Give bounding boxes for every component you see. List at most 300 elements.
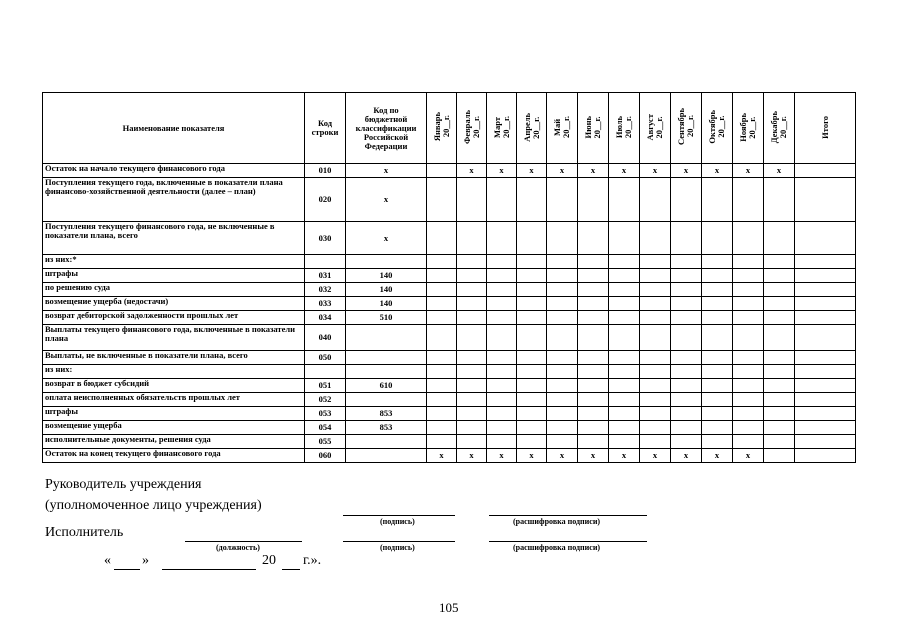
month-cell[interactable] <box>702 365 733 379</box>
month-cell[interactable] <box>427 164 457 178</box>
row-indicator: Остаток на конец текущего финансового года <box>43 449 305 463</box>
month-cell[interactable] <box>547 269 578 283</box>
month-cell[interactable] <box>609 311 640 325</box>
row-kbk <box>346 449 427 463</box>
month-cell[interactable] <box>547 178 578 222</box>
month-cell[interactable] <box>640 435 671 449</box>
month-cell[interactable] <box>733 255 764 269</box>
row-kbk <box>346 255 427 269</box>
month-cell[interactable] <box>733 311 764 325</box>
head-signature-caption: (подпись) <box>380 517 415 526</box>
total-cell[interactable] <box>795 269 856 283</box>
month-cell[interactable] <box>427 379 457 393</box>
month-cell[interactable] <box>702 178 733 222</box>
executor-position-line[interactable] <box>185 541 302 542</box>
month-cell[interactable] <box>517 269 547 283</box>
total-cell[interactable] <box>795 435 856 449</box>
month-cell[interactable] <box>764 407 795 421</box>
row-code: 055 <box>305 435 346 449</box>
table-row <box>43 325 856 351</box>
month-cell[interactable] <box>609 222 640 255</box>
row-code: 060 <box>305 449 346 463</box>
row-kbk <box>346 435 427 449</box>
month-cell[interactable] <box>517 365 547 379</box>
month-cell[interactable] <box>457 407 487 421</box>
month-cell[interactable] <box>609 421 640 435</box>
month-cell[interactable] <box>640 421 671 435</box>
month-cell[interactable] <box>733 178 764 222</box>
month-cell[interactable] <box>764 269 795 283</box>
month-cell[interactable]: x <box>578 164 609 178</box>
month-cell[interactable] <box>640 269 671 283</box>
total-cell[interactable] <box>795 222 856 255</box>
month-cell[interactable] <box>671 407 702 421</box>
month-cell[interactable]: x <box>640 164 671 178</box>
month-cell[interactable] <box>578 351 609 365</box>
row-code <box>305 365 346 379</box>
month-cell[interactable] <box>702 393 733 407</box>
month-cell[interactable] <box>487 365 517 379</box>
month-cell[interactable] <box>609 435 640 449</box>
total-cell[interactable] <box>795 351 856 365</box>
month-cell[interactable] <box>457 351 487 365</box>
month-cell[interactable]: x <box>733 164 764 178</box>
month-cell[interactable] <box>578 269 609 283</box>
total-cell[interactable] <box>795 297 856 311</box>
month-cell[interactable] <box>427 351 457 365</box>
month-cell[interactable] <box>427 435 457 449</box>
month-cell[interactable] <box>517 379 547 393</box>
month-cell[interactable] <box>609 269 640 283</box>
row-code: 020 <box>305 178 346 222</box>
header-row <box>43 93 856 164</box>
month-cell[interactable] <box>671 297 702 311</box>
month-cell[interactable] <box>517 421 547 435</box>
row-indicator: из них:* <box>43 255 305 269</box>
row-kbk: 140 <box>346 283 427 297</box>
month-cell[interactable] <box>487 393 517 407</box>
month-cell[interactable] <box>671 365 702 379</box>
date-month-line[interactable] <box>162 569 256 570</box>
month-cell[interactable] <box>427 255 457 269</box>
head-decoding-line[interactable] <box>489 515 647 516</box>
month-cell[interactable]: x <box>671 449 702 463</box>
month-cell[interactable] <box>671 435 702 449</box>
month-cell[interactable] <box>733 297 764 311</box>
month-cell[interactable] <box>427 393 457 407</box>
row-kbk: 140 <box>346 269 427 283</box>
row-indicator: штрафы <box>43 407 305 421</box>
table-row <box>43 351 856 365</box>
month-cell[interactable] <box>547 283 578 297</box>
row-indicator: возмещение ущерба (недостачи) <box>43 297 305 311</box>
month-cell[interactable] <box>517 222 547 255</box>
row-indicator: Выплаты, не включенные в показатели плана, всего <box>43 351 305 365</box>
row-indicator: из них: <box>43 365 305 379</box>
month-cell[interactable] <box>609 379 640 393</box>
month-cell[interactable] <box>702 269 733 283</box>
month-cell[interactable]: x <box>609 449 640 463</box>
month-cell[interactable]: x <box>609 164 640 178</box>
row-kbk: 610 <box>346 379 427 393</box>
date-year-line[interactable] <box>282 569 300 570</box>
month-cell[interactable] <box>487 297 517 311</box>
month-cell[interactable] <box>457 393 487 407</box>
month-cell[interactable] <box>457 379 487 393</box>
month-cell[interactable] <box>609 255 640 269</box>
month-cell[interactable] <box>487 435 517 449</box>
header-month-8: Август 20__г. <box>640 93 671 164</box>
table-row <box>43 255 856 269</box>
row-code: 053 <box>305 407 346 421</box>
executor-title: Исполнитель <box>45 525 124 540</box>
month-cell[interactable]: x <box>764 164 795 178</box>
row-code: 010 <box>305 164 346 178</box>
total-cell[interactable] <box>795 325 856 351</box>
row-kbk <box>346 325 427 351</box>
month-cell[interactable] <box>671 325 702 351</box>
total-cell[interactable] <box>795 311 856 325</box>
month-cell[interactable] <box>427 421 457 435</box>
month-cell[interactable] <box>487 269 517 283</box>
head-title: Руководитель учреждения <box>45 477 202 492</box>
month-cell[interactable] <box>702 435 733 449</box>
month-cell[interactable] <box>457 311 487 325</box>
month-cell[interactable] <box>487 178 517 222</box>
month-cell[interactable]: x <box>702 164 733 178</box>
month-cell[interactable] <box>764 178 795 222</box>
month-cell[interactable] <box>671 351 702 365</box>
total-cell[interactable] <box>795 393 856 407</box>
month-cell[interactable] <box>609 283 640 297</box>
month-cell[interactable] <box>517 435 547 449</box>
month-cell[interactable] <box>702 407 733 421</box>
month-cell[interactable] <box>578 255 609 269</box>
header-month-2: Февраль 20__г. <box>457 93 487 164</box>
month-cell[interactable] <box>547 365 578 379</box>
month-cell[interactable] <box>640 365 671 379</box>
total-cell[interactable] <box>795 164 856 178</box>
executor-decoding-caption: (расшифровка подписи) <box>513 543 601 552</box>
month-cell[interactable] <box>702 297 733 311</box>
month-cell[interactable] <box>609 407 640 421</box>
head-subtitle: (уполномоченное лицо учреждения) <box>45 498 262 513</box>
month-cell[interactable] <box>733 325 764 351</box>
month-cell[interactable] <box>640 283 671 297</box>
row-indicator: Поступления текущего финансового года, не включенные в показатели плана, всего <box>43 222 305 255</box>
table-row <box>43 449 856 463</box>
month-cell[interactable] <box>702 311 733 325</box>
row-indicator: исполнительные документы, решения суда <box>43 435 305 449</box>
month-cell[interactable] <box>640 311 671 325</box>
month-cell[interactable] <box>457 435 487 449</box>
month-cell[interactable] <box>547 325 578 351</box>
month-cell[interactable] <box>547 222 578 255</box>
month-cell[interactable] <box>640 222 671 255</box>
month-cell[interactable]: x <box>457 164 487 178</box>
month-cell[interactable] <box>733 407 764 421</box>
month-cell[interactable] <box>427 178 457 222</box>
table-row <box>43 311 856 325</box>
executor-decoding-line[interactable] <box>489 541 647 542</box>
month-cell[interactable] <box>702 325 733 351</box>
header-month-3: Март 20__г. <box>487 93 517 164</box>
month-cell[interactable] <box>547 379 578 393</box>
month-cell[interactable] <box>487 379 517 393</box>
month-cell[interactable] <box>578 435 609 449</box>
month-cell[interactable] <box>457 325 487 351</box>
month-cell[interactable] <box>640 379 671 393</box>
month-cell[interactable] <box>547 393 578 407</box>
month-cell[interactable] <box>457 421 487 435</box>
month-cell[interactable] <box>517 255 547 269</box>
month-cell[interactable] <box>671 269 702 283</box>
month-cell[interactable] <box>517 283 547 297</box>
month-cell[interactable] <box>702 379 733 393</box>
month-cell[interactable] <box>487 255 517 269</box>
month-cell[interactable] <box>547 255 578 269</box>
month-cell[interactable] <box>457 222 487 255</box>
month-cell[interactable] <box>764 449 795 463</box>
month-cell[interactable]: x <box>671 164 702 178</box>
table-row <box>43 297 856 311</box>
month-cell[interactable] <box>487 421 517 435</box>
header-indicator: Наименование показателя <box>43 93 305 164</box>
month-cell[interactable] <box>702 255 733 269</box>
total-cell[interactable] <box>795 421 856 435</box>
month-cell[interactable] <box>640 393 671 407</box>
executor-signature-caption: (подпись) <box>380 543 415 552</box>
month-cell[interactable] <box>609 297 640 311</box>
month-cell[interactable] <box>427 222 457 255</box>
month-cell[interactable]: x <box>578 449 609 463</box>
row-kbk: x <box>346 164 427 178</box>
head-signature-line[interactable] <box>343 515 455 516</box>
month-cell[interactable] <box>733 379 764 393</box>
table-row <box>43 164 856 178</box>
month-cell[interactable] <box>578 283 609 297</box>
month-cell[interactable] <box>764 325 795 351</box>
total-cell[interactable] <box>795 407 856 421</box>
total-cell[interactable] <box>795 255 856 269</box>
month-cell[interactable] <box>609 365 640 379</box>
month-cell[interactable] <box>427 283 457 297</box>
total-cell[interactable] <box>795 379 856 393</box>
month-cell[interactable] <box>457 269 487 283</box>
row-code: 033 <box>305 297 346 311</box>
month-cell[interactable] <box>517 178 547 222</box>
month-cell[interactable] <box>671 178 702 222</box>
month-cell[interactable] <box>640 297 671 311</box>
month-cell[interactable]: x <box>547 164 578 178</box>
row-indicator: возврат в бюджет субсидий <box>43 379 305 393</box>
row-code: 050 <box>305 351 346 365</box>
month-cell[interactable] <box>547 297 578 311</box>
month-cell[interactable] <box>702 421 733 435</box>
month-cell[interactable] <box>702 222 733 255</box>
month-cell[interactable] <box>427 407 457 421</box>
month-cell[interactable] <box>733 421 764 435</box>
month-cell[interactable] <box>640 325 671 351</box>
month-cell[interactable] <box>733 222 764 255</box>
month-cell[interactable]: x <box>517 164 547 178</box>
month-cell[interactable] <box>427 365 457 379</box>
month-cell[interactable] <box>578 379 609 393</box>
month-cell[interactable] <box>427 269 457 283</box>
month-cell[interactable] <box>702 351 733 365</box>
month-cell[interactable] <box>764 379 795 393</box>
month-cell[interactable] <box>517 393 547 407</box>
row-code: 040 <box>305 325 346 351</box>
month-cell[interactable] <box>733 435 764 449</box>
month-cell[interactable] <box>764 311 795 325</box>
month-cell[interactable] <box>547 311 578 325</box>
month-cell[interactable] <box>733 351 764 365</box>
month-cell[interactable] <box>457 297 487 311</box>
month-cell[interactable] <box>427 311 457 325</box>
month-cell[interactable] <box>547 407 578 421</box>
month-cell[interactable] <box>578 222 609 255</box>
row-code: 030 <box>305 222 346 255</box>
table-row <box>43 407 856 421</box>
month-cell[interactable] <box>487 407 517 421</box>
month-cell[interactable] <box>671 283 702 297</box>
row-indicator: штрафы <box>43 269 305 283</box>
month-cell[interactable]: x <box>547 449 578 463</box>
month-cell[interactable] <box>609 351 640 365</box>
month-cell[interactable] <box>578 178 609 222</box>
row-indicator: возврат дебиторской задолженности прошлых лет <box>43 311 305 325</box>
row-indicator: возмещение ущерба <box>43 421 305 435</box>
month-cell[interactable] <box>487 222 517 255</box>
row-kbk: 853 <box>346 421 427 435</box>
month-cell[interactable]: x <box>702 449 733 463</box>
month-cell[interactable] <box>733 283 764 297</box>
month-cell[interactable] <box>671 311 702 325</box>
month-cell[interactable] <box>671 255 702 269</box>
month-cell[interactable] <box>640 407 671 421</box>
month-cell[interactable] <box>578 311 609 325</box>
month-cell[interactable] <box>764 351 795 365</box>
month-cell[interactable] <box>609 178 640 222</box>
month-cell[interactable] <box>487 325 517 351</box>
month-cell[interactable] <box>578 297 609 311</box>
month-cell[interactable] <box>764 297 795 311</box>
row-kbk <box>346 351 427 365</box>
month-cell[interactable]: x <box>517 449 547 463</box>
month-cell[interactable] <box>640 178 671 222</box>
month-cell[interactable] <box>764 365 795 379</box>
header-month-6: Июнь 20__г. <box>578 93 609 164</box>
row-kbk: 853 <box>346 407 427 421</box>
row-code: 051 <box>305 379 346 393</box>
month-cell[interactable] <box>671 421 702 435</box>
month-cell[interactable]: x <box>640 449 671 463</box>
month-cell[interactable] <box>457 255 487 269</box>
month-cell[interactable] <box>764 421 795 435</box>
month-cell[interactable] <box>578 407 609 421</box>
header-code: Код строки <box>305 93 346 164</box>
month-cell[interactable] <box>764 283 795 297</box>
month-cell[interactable] <box>517 407 547 421</box>
row-kbk: x <box>346 178 427 222</box>
month-cell[interactable] <box>457 365 487 379</box>
month-cell[interactable] <box>609 393 640 407</box>
header-month-5: Май 20__г. <box>547 93 578 164</box>
month-cell[interactable] <box>517 325 547 351</box>
month-cell[interactable] <box>578 421 609 435</box>
row-indicator: Поступления текущего года, включенные в показатели плана финансово-хозяйственной деятельности (далее – план) <box>43 178 305 222</box>
month-cell[interactable]: x <box>733 449 764 463</box>
total-cell[interactable] <box>795 283 856 297</box>
month-cell[interactable] <box>487 283 517 297</box>
date-open-quote: « <box>104 553 111 568</box>
executor-signature-line[interactable] <box>343 541 455 542</box>
table-row <box>43 222 856 255</box>
row-kbk: x <box>346 222 427 255</box>
month-cell[interactable] <box>457 178 487 222</box>
month-cell[interactable] <box>517 351 547 365</box>
month-cell[interactable] <box>487 351 517 365</box>
report-table <box>42 92 856 463</box>
month-cell[interactable]: x <box>427 449 457 463</box>
month-cell[interactable] <box>547 351 578 365</box>
header-total: Итого <box>795 93 856 164</box>
row-indicator: по решению суда <box>43 283 305 297</box>
month-cell[interactable] <box>764 222 795 255</box>
month-cell[interactable] <box>640 351 671 365</box>
month-cell[interactable] <box>671 222 702 255</box>
month-cell[interactable] <box>457 283 487 297</box>
month-cell[interactable] <box>578 393 609 407</box>
month-cell[interactable]: x <box>487 449 517 463</box>
total-cell[interactable] <box>795 449 856 463</box>
header-month-1: Январь 20__г. <box>427 93 457 164</box>
header-month-11: Ноябрь 20__г. <box>733 93 764 164</box>
header-month-4: Апрель 20__г. <box>517 93 547 164</box>
row-indicator: Выплаты текущего финансового года, включенные в показатели плана <box>43 325 305 351</box>
total-cell[interactable] <box>795 178 856 222</box>
month-cell[interactable] <box>733 393 764 407</box>
month-cell[interactable] <box>547 421 578 435</box>
month-cell[interactable] <box>487 311 517 325</box>
month-cell[interactable] <box>733 269 764 283</box>
month-cell[interactable] <box>764 255 795 269</box>
row-code: 052 <box>305 393 346 407</box>
month-cell[interactable] <box>517 311 547 325</box>
month-cell[interactable] <box>578 365 609 379</box>
month-cell[interactable] <box>671 393 702 407</box>
table-row <box>43 421 856 435</box>
month-cell[interactable] <box>733 365 764 379</box>
month-cell[interactable] <box>640 255 671 269</box>
page-number: 105 <box>439 600 459 615</box>
month-cell[interactable]: x <box>487 164 517 178</box>
month-cell[interactable] <box>764 435 795 449</box>
month-cell[interactable] <box>671 379 702 393</box>
month-cell[interactable] <box>702 283 733 297</box>
month-cell[interactable] <box>609 325 640 351</box>
month-cell[interactable] <box>547 435 578 449</box>
month-cell[interactable] <box>427 297 457 311</box>
month-cell[interactable] <box>578 325 609 351</box>
month-cell[interactable] <box>427 325 457 351</box>
total-cell[interactable] <box>795 365 856 379</box>
date-day-line[interactable] <box>114 569 140 570</box>
month-cell[interactable] <box>764 393 795 407</box>
month-cell[interactable] <box>517 297 547 311</box>
month-cell[interactable]: x <box>457 449 487 463</box>
